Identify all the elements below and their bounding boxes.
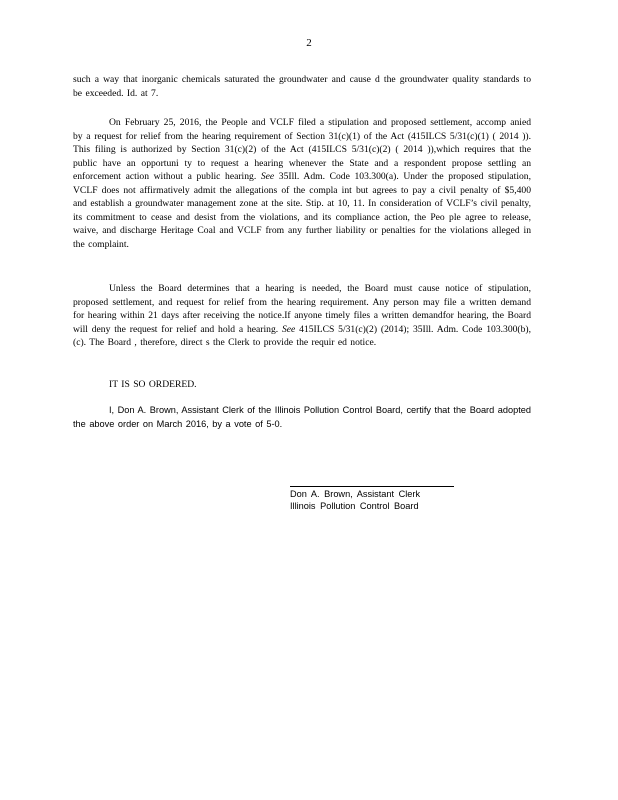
continuation-paragraph xyxy=(73,73,531,100)
stipulation-paragraph xyxy=(73,116,531,251)
page-number: 2 xyxy=(306,37,312,49)
signature-line xyxy=(290,486,454,487)
certification-paragraph: I, Don A. Brown, Assistant Clerk of the Illinois Pollution Control Board, certify that the Board adopted the above order on March 2016, by a vote of 5-0. xyxy=(73,405,531,429)
hearing-text-part1: Unless the Board determines that a hearing is needed, the Board must cause notice of stipulation, proposed settlement, and request for relief from the hearing requirement. Any person may file a written demand for hearing within 21 days after receiving the notice.If anyone timely files a written demandfor hearing, the Board will deny the request for relief and hold a hearing. xyxy=(73,283,531,335)
stipulation-text-part1: On February 25, 2016, the People and VCLF filed a stipulation and proposed settlement, accomp anied by a request for relief from the hearing requirement of Section 31(c)(1) of the Act (415ILCS 5/31(c)(1) ( 2014 )). This filing is authorized by Section 31(c)(2) of the Act (415ILCS 5/31(c)(2) ( 2014 )),which requires that the public have an opportuni ty to request a hearing whenever the State and a respondent propose settling an enforcement action without a public hearing. xyxy=(73,117,531,182)
signature-block xyxy=(290,488,420,512)
signatory-name-title: Don A. Brown, Assistant Clerk xyxy=(290,489,421,499)
hearing-notice-paragraph xyxy=(73,282,531,350)
hearing-text-part2: 415ILCS 5/31(c)(2) (2014); 35Ill. Adm. Code 103.300(b), (c). The Board , therefore, direct s the Clerk to provide the requir ed notice. xyxy=(73,323,531,348)
signatory-organization: Illinois Pollution Control Board xyxy=(290,501,419,511)
stipulation-text-part2: 35Ill. Adm. Code 103.300(a). Under the proposed stipulation, VCLF does not affirmatively admit the allegations of the compla int but agrees to pay a civil penalty of $5,400 and establish a groundwater management zone at the site. Stip. at 10, 11. In consideration of VCLF’s civil penalty, its commitment to cease and desist from the violations, and its compliance action, the Peo ple agree to release, waive, and discharge Heritage Coal and VCLF from any further liability or penalties for the violations alleged in the complaint. xyxy=(73,171,531,250)
hearing-notice-text xyxy=(73,282,531,350)
citation-signal-see: See xyxy=(260,171,275,182)
citation-signal-see: See xyxy=(282,323,296,335)
order-statement: IT IS SO ORDERED. xyxy=(109,379,197,390)
continuation-text: such a way that inorganic chemicals saturated the groundwater and cause d the groundwater quality standards to be exceeded. Id. at 7. xyxy=(73,74,531,99)
stipulation-text xyxy=(73,116,531,251)
